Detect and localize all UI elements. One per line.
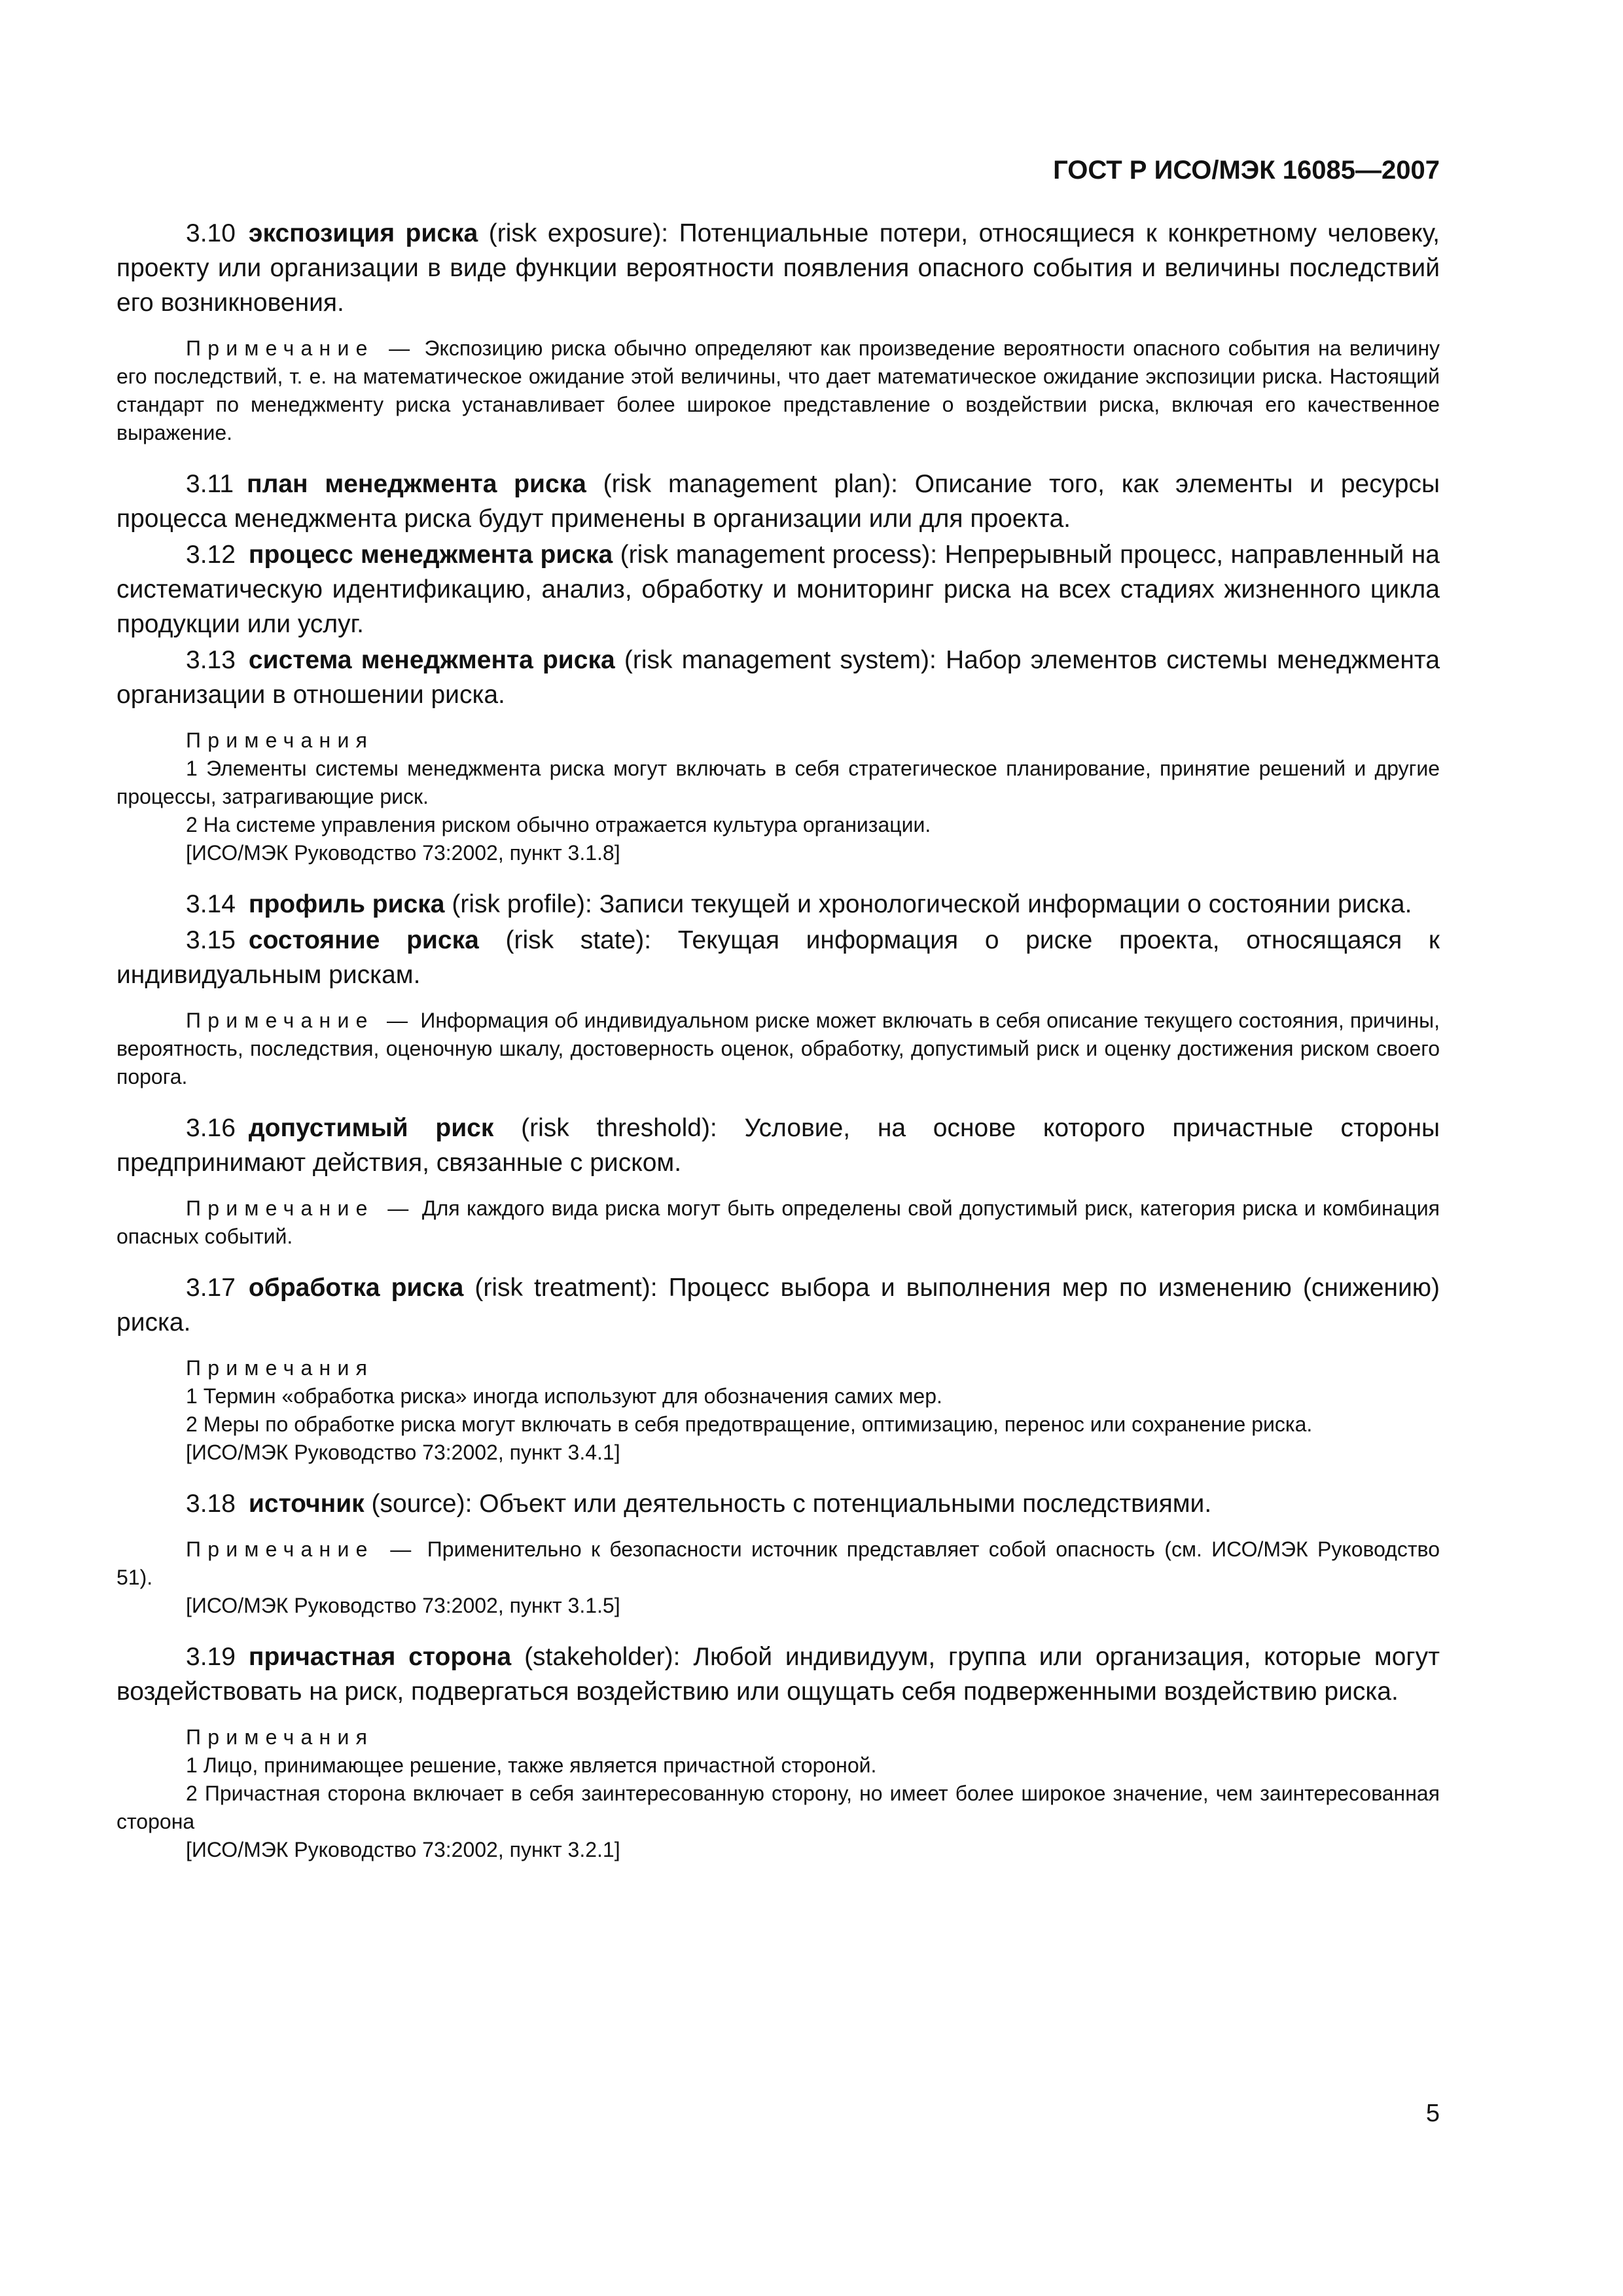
source-reference: [ИСО/МЭК Руководство 73:2002, пункт 3.1.5]	[186, 1594, 620, 1617]
term-3-16: 3.16 допустимый риск (risk threshold): Условие, на основе которого причастные стороны предпринимают действия, связанные с риском.	[116, 1114, 1440, 1177]
term-3-19-notes: Примечания 1 Лицо, принимающее решение, также является причастной стороной. 2 Причастная сторона включает в себя заинтересованную сторону, но имеет более широкое значение, чем заинтересованная сторона [ИСО/МЭК Руководство 73:2002, пункт 3.2.1]	[116, 1723, 1440, 1864]
term-3-10: 3.10 экспозиция риска (risk exposure): Потенциальные потери, относящиеся к конкретному человеку, проекту или организации в виде функции вероятности появления опасного события и величины последствий его возникновения.	[116, 219, 1440, 317]
term-3-12: 3.12 процесс менеджмента риска (risk management process): Непрерывный процесс, направленный на систематическую идентификацию, анализ, обработку и мониторинг риска на всех стадиях жизненного цикла продукции или услуг.	[116, 541, 1440, 638]
term-3-15-note: Примечание — Информация об индивидуальном риске может включать в себя описание текущего состояния, причины, вероятность, последствия, оценочную шкалу, достоверность оценок, обработку, допустимый риск и оценку достижения риском своего порога.	[116, 1009, 1440, 1088]
term-3-15: 3.15 состояние риска (risk state): Текущая информация о риске проекта, относящаяся к индивидуальным рискам.	[116, 926, 1440, 989]
source-reference: [ИСО/МЭК Руководство 73:2002, пункт 3.2.1]	[186, 1838, 620, 1861]
term-3-10-note: Примечание — Экспозицию риска обычно определяют как произведение вероятности опасного события на величину его последствий, т. е. на математическое ожидание этой величины, что дает математическое ожидание экспозиции риска. Настоящий стандарт по менеджменту риска устанавливает более широкое представление о воздействии риска, включая его качественное выражение.	[116, 336, 1440, 444]
term-3-14: 3.14 профиль риска (risk profile): Записи текущей и хронологической информации о состоянии риска.	[186, 890, 1412, 918]
term-3-16-note: Примечание — Для каждого вида риска могут быть определены свой допустимый риск, категория риска и комбинация опасных событий.	[116, 1196, 1440, 1248]
term-3-11: 3.11 план менеджмента риска (risk management plan): Описание того, как элементы и ресурсы процесса менеджмента риска будут применены в организации или для проекта.	[116, 470, 1440, 533]
term-3-17: 3.17 обработка риска (risk treatment): Процесс выбора и выполнения мер по изменению (снижению) риска.	[116, 1274, 1440, 1336]
term-3-19: 3.19 причастная сторона (stakeholder): Любой индивидуум, группа или организация, которые могут воздействовать на риск, подвергаться воздействию или ощущать себя подверженными воздействию риска.	[116, 1643, 1440, 1706]
term-3-18-note: Примечание — Применительно к безопасности источник представляет собой опасность (см. ИСО/МЭК Руководство 51). [ИСО/МЭК Руководство 73:2002, пункт 3.1.5]	[116, 1535, 1440, 1620]
term-3-13-notes: Примечания 1 Элементы системы менеджмента риска могут включать в себя стратегическое планирование, принятие решений и другие процессы, затрагивающие риск. 2 На системе управления риском обычно отражается культура организации. [ИСО/МЭК Руководство 73:2002, пункт 3.1.8]	[116, 726, 1440, 867]
document-body	[116, 216, 1440, 1884]
term-3-17-notes: Примечания 1 Термин «обработка риска» иногда используют для обозначения самих мер. 2 Меры по обработке риска могут включать в себя предотвращение, оптимизацию, перенос или сохранение риска. [ИСО/МЭК Руководство 73:2002, пункт 3.4.1]	[116, 1354, 1440, 1467]
term-3-18: 3.18 источник (source): Объект или деятельность с потенциальными последствиями.	[186, 1490, 1212, 1518]
source-reference: [ИСО/МЭК Руководство 73:2002, пункт 3.1.8]	[186, 841, 620, 865]
term-3-13: 3.13 система менеджмента риска (risk management system): Набор элементов системы менеджмента организации в отношении риска.	[116, 646, 1440, 709]
source-reference: [ИСО/МЭК Руководство 73:2002, пункт 3.4.1]	[186, 1441, 620, 1464]
document-header: ГОСТ Р ИСО/МЭК 16085—2007	[1053, 156, 1440, 185]
page-number: 5	[1425, 2100, 1440, 2127]
